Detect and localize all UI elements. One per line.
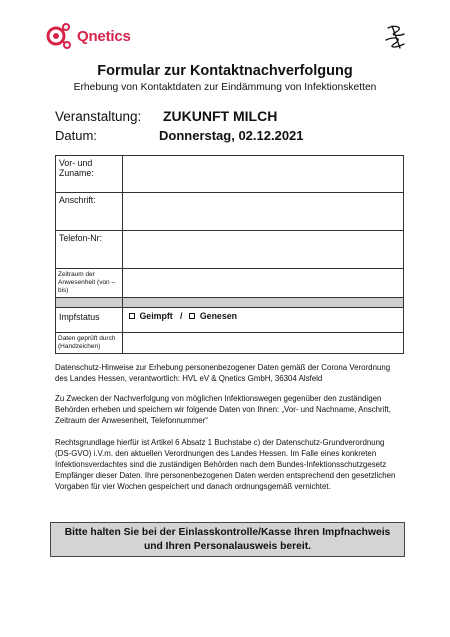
table-row	[56, 231, 404, 269]
date-value: Donnerstag, 02.12.2021	[159, 128, 304, 143]
signature-mark-icon	[382, 22, 410, 52]
vaccinated-checkbox[interactable]	[129, 313, 135, 319]
page-title: Formular zur Kontaktnachverfolgung	[97, 63, 353, 79]
phone-label: Telefon-Nr:	[56, 231, 123, 269]
phone-field[interactable]	[123, 231, 404, 269]
notice-box	[50, 522, 405, 557]
name-field[interactable]	[123, 156, 404, 193]
privacy-paragraph: Datenschutz-Hinweise zur Erhebung personenbezogener Daten gemäß der Corona Verordnung des Landes Hessen, verantwortlich: HVL eV & Qnetics GmbH, 36304 Alsfeld	[55, 363, 391, 383]
address-label: Anschrift:	[56, 193, 123, 231]
period-label: Zeitraum der Anwesenheit (von – bis)	[56, 269, 123, 298]
privacy-paragraph: Zu Zwecken der Nachverfolgung von möglichen Infektionswegen gegenüber den zuständigen Behörden erheben und speichern wir folgende Daten von Ihnen: „Vor- und Nachname, Anschrift, Zeitraum der Anwesenheit, Telefonnummer“	[55, 394, 392, 425]
option-separator: /	[180, 311, 183, 321]
vaccination-field	[123, 308, 404, 333]
privacy-paragraph: Rechtsgrundlage hierfür ist Artikel 6 Absatz 1 Buchstabe c) der Datenschutz-Grundverordnung (DS-GVO) i.V.m. den aktuellen Verordnungen des Landes Hessen. Im Falle eines konkreten Infektionsverdachtes sind die zuständigen Behörden nach dem Bundes-Infektionsschutzgesetz Empfänger dieser Daten. Ihre personenbezogenen Daten werden entsprechend den gesetzlichen Vorgaben für vier Wochen gespeichert und danach ordnungsgemäß vernichtet.	[55, 438, 396, 491]
checked-by-field[interactable]	[123, 333, 404, 354]
date-row	[55, 128, 304, 143]
checked-by-label: Daten geprüft durch (Handzeichen)	[56, 333, 123, 354]
page-subtitle: Erhebung von Kontaktdaten zur Eindämmung von Infektionsketten	[73, 82, 377, 93]
table-row	[56, 308, 404, 333]
event-row	[55, 108, 277, 124]
name-label: Vor- und Zuname:	[56, 156, 123, 193]
notice-line: und Ihren Personalausweis bereit.	[143, 541, 312, 552]
recovered-label: Genesen	[199, 311, 237, 321]
date-label: Datum:	[55, 128, 97, 143]
period-field[interactable]	[123, 269, 404, 298]
spacer-cell	[123, 298, 404, 308]
spacer-cell	[56, 298, 123, 308]
qnetics-logo-icon	[44, 22, 72, 50]
table-row	[56, 193, 404, 231]
vaccinated-label: Geimpft	[139, 311, 173, 321]
notice-line: Bitte halten Sie bei der Einlasskontrolle/Kasse Ihren Impfnachweis	[64, 527, 391, 538]
recovered-checkbox[interactable]	[189, 313, 195, 319]
table-row	[56, 269, 404, 298]
table-row	[56, 156, 404, 193]
event-label: Veranstaltung:	[55, 109, 142, 124]
event-value: ZUKUNFT MILCH	[163, 108, 278, 124]
contact-form-table	[55, 155, 404, 354]
brand-logo	[44, 22, 131, 50]
table-row	[56, 333, 404, 354]
brand-name: Qnetics	[77, 27, 131, 45]
vaccination-label: Impfstatus	[56, 308, 123, 333]
table-row	[56, 298, 404, 308]
address-field[interactable]	[123, 193, 404, 231]
